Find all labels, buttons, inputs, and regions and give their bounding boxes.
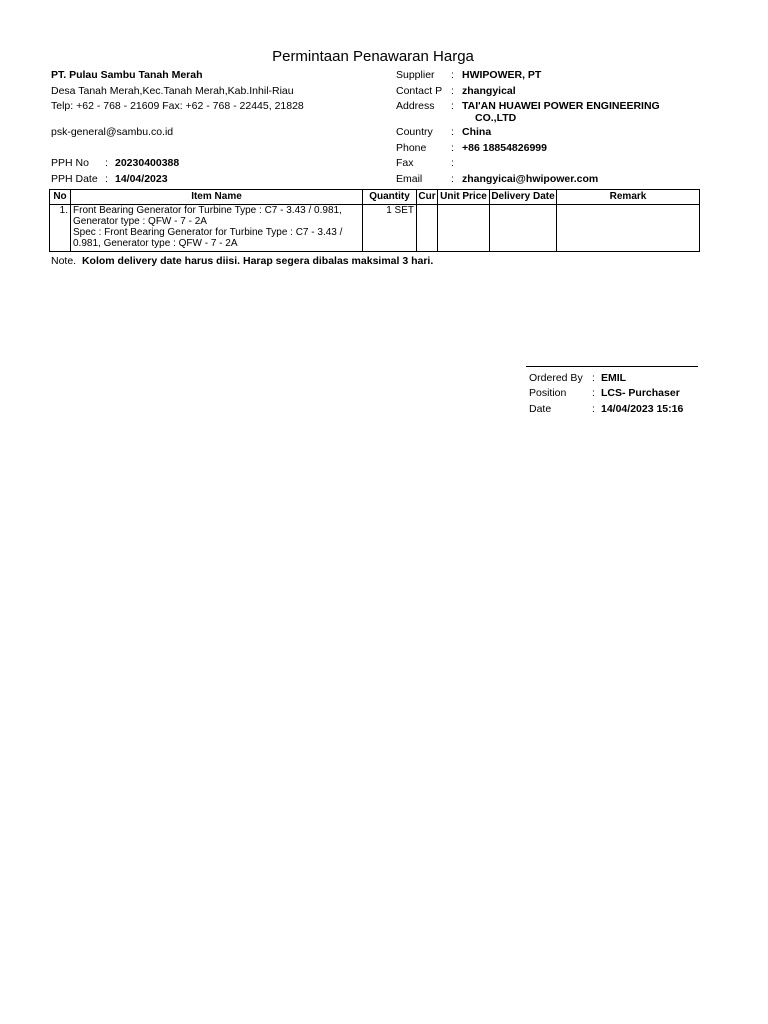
row-currency: [417, 205, 438, 252]
fax-colon: :: [451, 157, 454, 169]
note-text: Kolom delivery date harus diisi. Harap segera dibalas maksimal 3 hari.: [81, 255, 434, 267]
contact-colon: :: [451, 85, 454, 97]
ordered-by-label: Ordered By: [529, 372, 583, 384]
item-name-line: 0.981, Generator type : QFW - 7 - 2A: [73, 238, 238, 249]
pph-no-label: PPH No: [51, 157, 89, 169]
header-remark: Remark: [557, 190, 700, 205]
phone-value: +86 18854826999: [462, 142, 547, 154]
company-phone-fax: Telp: +62 - 768 - 21609 Fax: +62 - 768 - 22445, 21828: [51, 100, 304, 112]
phone-colon: :: [451, 142, 454, 154]
email-value: zhangyicai@hwipower.com: [462, 173, 599, 185]
pph-date-colon: :: [105, 173, 108, 185]
date-label: Date: [529, 403, 552, 415]
email-label: Email: [396, 173, 423, 185]
row-item-name: [71, 205, 363, 252]
company-address: Desa Tanah Merah,Kec.Tanah Merah,Kab.Inhil-Riau: [51, 85, 294, 97]
header-currency: Cur: [417, 190, 438, 205]
row-no: 1.: [50, 205, 71, 252]
pph-date-value: 14/04/2023: [115, 173, 168, 185]
header-quantity: Quantity: [363, 190, 417, 205]
item-name-line: Spec : Front Bearing Generator for Turbine Type : C7 - 3.43 /: [73, 227, 343, 238]
ordered-by-colon: :: [592, 372, 595, 384]
note: [51, 255, 433, 267]
fax-label: Fax: [396, 157, 414, 169]
header-item-name: Item Name: [71, 190, 363, 205]
date-value: 14/04/2023 15:16: [601, 403, 684, 415]
item-name-line: Generator type : QFW - 7 - 2A: [73, 216, 207, 227]
header-unit-price: Unit Price: [438, 190, 490, 205]
address-line-1: TAI'AN HUAWEI POWER ENGINEERING: [462, 100, 660, 112]
header-no: No: [50, 190, 71, 205]
note-label: Note.: [51, 255, 77, 267]
position-label: Position: [529, 387, 567, 399]
company-name: PT. Pulau Sambu Tanah Merah: [51, 69, 203, 81]
ordered-by-value: EMIL: [601, 372, 627, 384]
date-colon: :: [592, 403, 595, 415]
pph-date-label: PPH Date: [51, 173, 98, 185]
supplier-label: Supplier: [396, 69, 435, 81]
country-value: China: [462, 126, 492, 138]
table-header-row: [50, 190, 700, 205]
document-title: Permintaan Penawaran Harga: [272, 48, 474, 65]
row-remark: [557, 205, 700, 252]
table-row: [50, 205, 700, 252]
header-delivery-date: Delivery Date: [490, 190, 557, 205]
row-delivery-date: [490, 205, 557, 252]
items-table: [49, 189, 700, 252]
row-quantity: 1 SET: [363, 205, 417, 252]
position-value: LCS- Purchaser: [601, 387, 680, 399]
contact-value: zhangyical: [462, 85, 516, 97]
row-unit-price: [438, 205, 490, 252]
pph-no-colon: :: [105, 157, 108, 169]
pph-no-value: 20230400388: [115, 157, 180, 169]
signature-line: [526, 366, 698, 367]
country-label: Country: [396, 126, 433, 138]
company-email: psk-general@sambu.co.id: [51, 126, 174, 138]
supplier-value: HWIPOWER, PT: [462, 69, 542, 81]
item-name-line: Front Bearing Generator for Turbine Type : C7 - 3.43 / 0.981,: [73, 205, 342, 216]
address-label: Address: [396, 100, 435, 112]
position-colon: :: [592, 387, 595, 399]
supplier-colon: :: [451, 69, 454, 81]
address-line-2: CO.,LTD: [475, 112, 517, 124]
address-colon: :: [451, 100, 454, 112]
contact-label: Contact P: [396, 85, 443, 97]
country-colon: :: [451, 126, 454, 138]
phone-label: Phone: [396, 142, 427, 154]
email-colon: :: [451, 173, 454, 185]
